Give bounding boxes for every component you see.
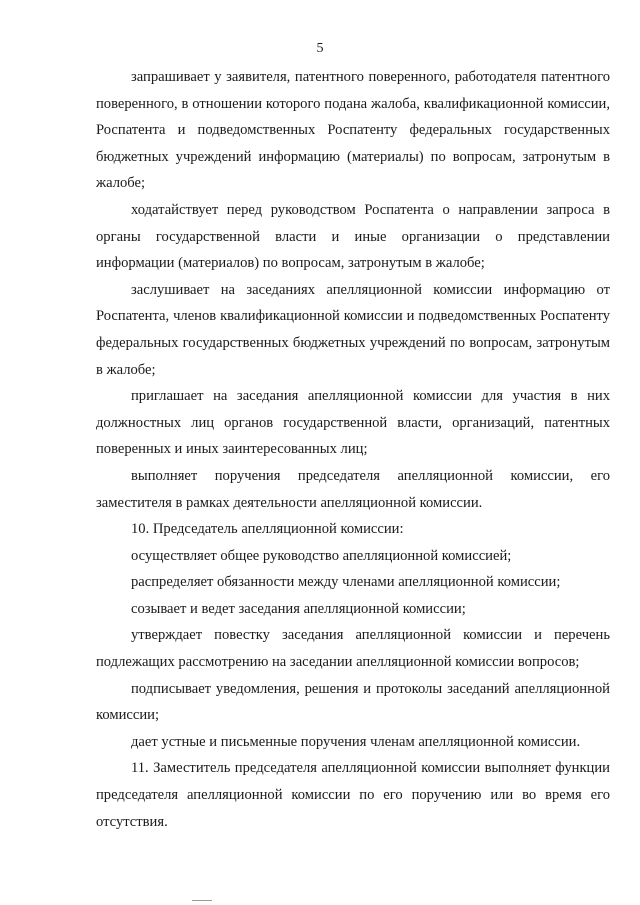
page-number: 5 <box>316 41 324 56</box>
paragraph: утверждает повестку заседания апелляционной комиссии и перечень подлежащих рассмотрению на заседании апелляционной комиссии вопросов; <box>96 627 610 671</box>
paragraph: распределяет обязанности между членами апелляционной комиссии; <box>131 574 561 591</box>
document-body <box>96 64 610 835</box>
paragraph: запрашивает у заявителя, патентного поверенного, работодателя патентного поверенного, в отношении которого подана жалоба, квалификационной комиссии, Роспатента и подведомственных Роспатенту федеральных государственных бюджетных учреждений информацию (материалы) по вопросам, затронутым в жалобе; <box>96 69 610 192</box>
section-heading-10: 10. Председатель апелляционной комиссии: <box>131 521 404 538</box>
paragraph: осуществляет общее руководство апелляционной комиссией; <box>131 547 512 564</box>
section-paragraph-11: 11. Заместитель председателя апелляционной комиссии выполняет функции председателя апелляционной комиссии по его поручению или во время его отсутствия. <box>96 760 610 830</box>
scan-artifact <box>192 900 212 901</box>
paragraph: приглашает на заседания апелляционной комиссии для участия в них должностных лиц органов государственной власти, организаций, патентных поверенных и иных заинтересованных лиц; <box>96 388 610 458</box>
paragraph: созывает и ведет заседания апелляционной комиссии; <box>131 600 466 617</box>
paragraph: ходатайствует перед руководством Роспатента о направлении запроса в органы государственной власти и иные организации о представлении информации (материалов) по вопросам, затронутым в жалобе; <box>96 201 610 272</box>
paragraph: выполняет поручения председателя апелляционной комиссии, его заместителя в рамках деятельности апелляционной комиссии. <box>96 467 610 511</box>
paragraph: заслушивает на заседаниях апелляционной комиссии информацию от Роспатента, членов квалификационной комиссии и подведомственных Роспатенту федеральных государственных бюджетных учреждений по вопросам, затронутым в жалобе; <box>96 281 610 378</box>
paragraph: дает устные и письменные поручения членам апелляционной комиссии. <box>131 733 581 750</box>
paragraph: подписывает уведомления, решения и протоколы заседаний апелляционной комиссии; <box>96 680 610 724</box>
